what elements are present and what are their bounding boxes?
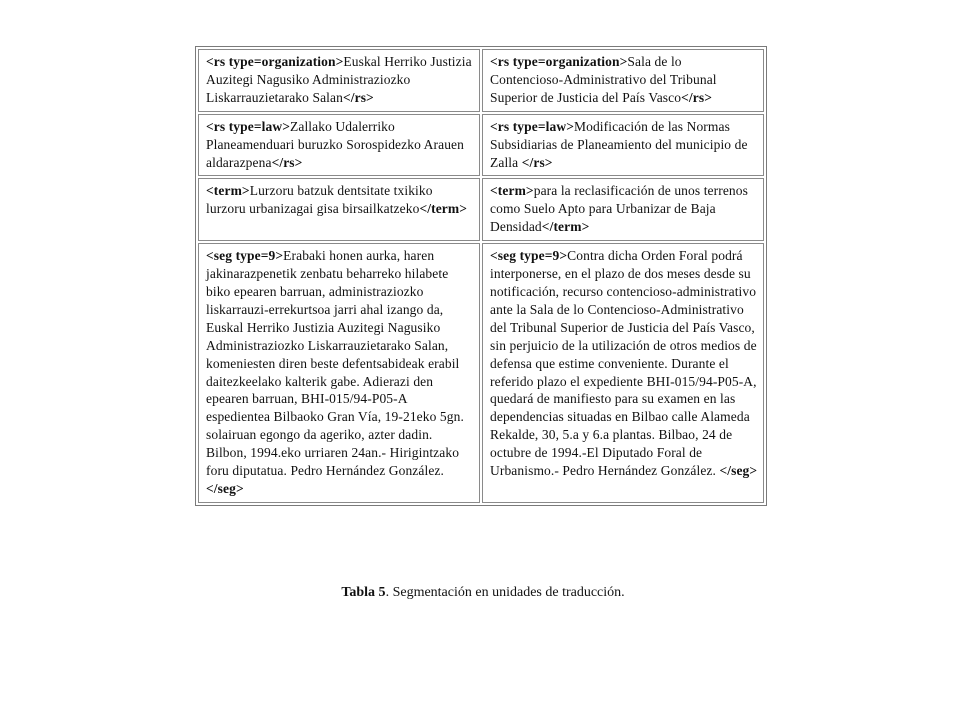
xml-open-tag: <rs type=organization>: [206, 54, 344, 69]
table-cell-basque: [198, 49, 480, 112]
cell-text: Lurzoru batzuk dentsitate txikiko lurzoru urbanizagai gisa birsailkatzeko: [206, 183, 433, 217]
table-cell-basque: [198, 178, 480, 241]
xml-open-tag: <term>: [490, 183, 534, 199]
table-row: [198, 178, 764, 241]
xml-close-tag: </term>: [419, 201, 468, 217]
table-row: [198, 243, 764, 503]
xml-open-tag: <seg type=9>: [490, 248, 568, 264]
cell-text: Erabaki honen aurka, haren jakinarazpenetik zenbatu beharreko hilabete biko epearen barruan, administraziozko liskarrauzi-errekurtsoa jarri ahal izango da, Euskal Herriko Justizia Auzitegi Nagusiko Administraziozko Liskarrauzietarako Salan, komeniesten diren beste defentsabideak erabil daitezkeelako kalterik gabe. Adierazi den epearen barruan, BHI-015/94-P05-A espedientea Bilbaoko Gran Vía, 19-21eko 5gn. solairuan egongo da ageriko, azter dadin. Bilbon, 1994.eko urriaren 24an.- Hirigintzako foru diputatua. Pedro Hernández González.: [206, 248, 464, 479]
table-row: [198, 114, 764, 177]
xml-close-tag: </rs>: [271, 154, 303, 170]
table-cell-basque: [198, 243, 480, 503]
table-row: [198, 49, 764, 112]
xml-close-tag: </rs>: [521, 154, 553, 170]
xml-open-tag: <term>: [206, 183, 250, 199]
table-cell-spanish: [482, 49, 764, 112]
table-cell-spanish: [482, 178, 764, 241]
cell-text: Sala de lo Contencioso-Administrativo del Tribunal Superior de Justicia del País Vasco: [490, 54, 717, 105]
xml-open-tag: <seg type=9>: [206, 248, 284, 264]
table-cell-spanish: [482, 114, 764, 177]
table-cell-spanish: [482, 243, 764, 503]
cell-text: Modificación de las Normas Subsidiarias de Planeamiento del municipio de Zalla: [490, 118, 748, 170]
xml-close-tag: </seg>: [719, 463, 758, 479]
xml-close-tag: </rs>: [681, 89, 712, 105]
xml-close-tag: </seg>: [206, 480, 244, 496]
xml-open-tag: <rs type=law>: [490, 118, 574, 134]
caption-text: . Segmentación en unidades de traducción.: [385, 585, 625, 600]
xml-close-tag: </term>: [541, 219, 590, 235]
cell-text: Euskal Herriko Justizia Auzitegi Nagusiko Administraziozko Liskarrauzietarako Salan: [206, 54, 472, 105]
xml-open-tag: <rs type=law>: [206, 118, 290, 134]
cell-text: Contra dicha Orden Foral podrá interponerse, en el plazo de dos meses desde su notificación, recurso contencioso-administrativo ante la Sala de lo Contencioso-Administrativo del Tribunal Superior de Justicia del País Vasco, sin perjuicio de la utilización de otros medios de defensa que estime conveniente. Durante el referido plazo el expediente BHI-015/94-P05-A, quedará de manifiesto para su examen en las dependencias situadas en Bilbao calle Alameda Rekalde, 30, 5.a y 6.a plantas. Bilbao, 24 de octubre de 1994.-El Diputado Foral de Urbanismo.- Pedro Hernández González.: [490, 248, 757, 479]
caption-label: Tabla 5: [341, 585, 386, 600]
table-cell-basque: [198, 114, 480, 177]
xml-open-tag: <rs type=organization>: [490, 54, 628, 69]
table-caption: [195, 585, 771, 601]
cell-text: para la reclasificación de unos terrenos como Suelo Apto para Urbanizar de Baja Densidad: [490, 183, 748, 235]
xml-close-tag: </rs>: [342, 89, 374, 105]
segmentation-table: [195, 46, 767, 506]
cell-text: Zallako Udalerriko Planeamenduari buruzko Sorospidezko Arauen aldarazpena: [206, 118, 465, 170]
